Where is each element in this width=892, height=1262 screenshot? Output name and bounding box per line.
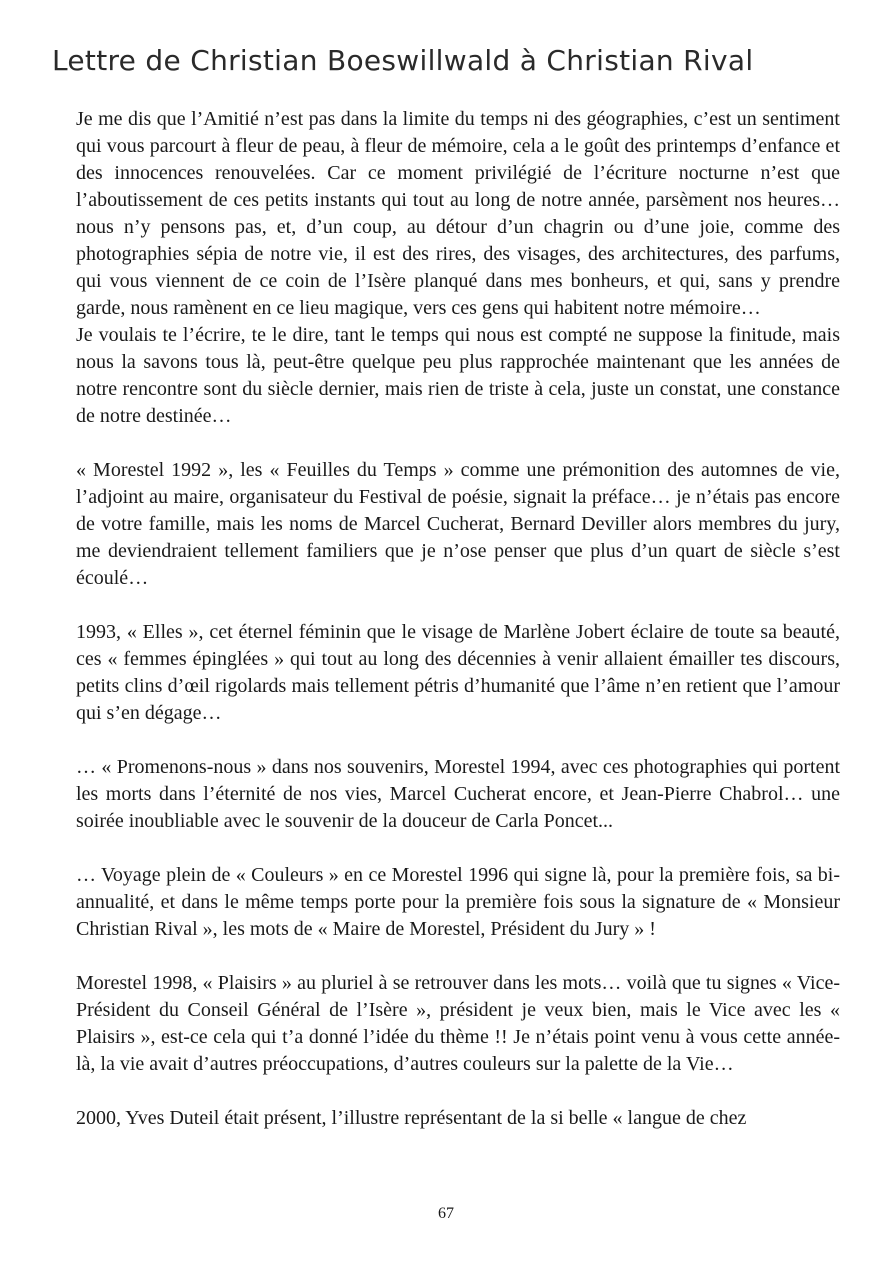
paragraph: … « Promenons-nous » dans nos souvenirs, Morestel 1994, avec ces photographies qui portent les morts dans l’éternité de nos vies, Marcel Cucherat encore, et Jean-Pierre Chabrol… une soirée inoubliable avec le souvenir de la douceur de Carla Poncet... (76, 756, 840, 832)
paragraph: 2000, Yves Duteil était présent, l’illustre représentant de la si belle « langue de chez (76, 1107, 747, 1129)
page-number: 67 (438, 1205, 454, 1222)
paragraph: Morestel 1998, « Plaisirs » au pluriel à se retrouver dans les mots… voilà que tu signes « Vice-Président du Conseil Général de l’Isère », président je veux bien, mais le Vice avec les « Plaisirs », est-ce cela qui t’a donné l’idée du thème !! Je n’étais point venu à vous cette année-là, la vie avait d’autres préoccupations, d’autres couleurs sur la palette de la Vie… (76, 972, 840, 1075)
paragraph: Je me dis que l’Amitié n’est pas dans la limite du temps ni des géographies, c’est un sentiment qui vous parcourt à fleur de peau, à fleur de mémoire, cela a le goût des printemps d’enfance et des innocences renouvelées. Car ce moment privilégié de l’écriture nocturne n’est que l’aboutissement de ces petits instants qui tout au long de notre année, parsèment nos heures… nous n’y pensons pas, et, d’un coup, au détour d’un chagrin ou d’une joie, comme des photographies sépia de notre vie, il est des rires, des visages, des architectures, des parfums, qui vous viennent de ce coin de l’Isère planqué dans mes bonheurs, et qui, sans y prendre garde, nous ramènent en ce lieu magique, vers ces gens qui habitent notre mémoire… (76, 108, 840, 319)
paragraph: Je voulais te l’écrire, te le dire, tant le temps qui nous est compté ne suppose la finitude, mais nous la savons tous là, peut-être quelque peu plus rapprochée maintenant que les années de notre rencontre sont du siècle dernier, mais rien de triste à cela, juste un constat, une constance de notre destinée… (76, 324, 840, 427)
paragraph: « Morestel 1992 », les « Feuilles du Temps » comme une prémonition des automnes de vie, l’adjoint au maire, organisateur du Festival de poésie, signait la préface… je n’étais pas encore de votre famille, mais les noms de Marcel Cucherat, Bernard Deviller alors membres du jury, me deviendraient tellement familiers que je n’ose penser que plus d’un quart de siècle s’est écoulé… (76, 459, 840, 589)
paragraph: 1993, « Elles », cet éternel féminin que le visage de Marlène Jobert éclaire de toute sa beauté, ces « femmes épinglées » qui tout au long des décennies à venir allaient émailler tes discours, petits clins d’œil rigolards mais tellement pétris d’humanité que l’âme n’en retient que l’amour qui s’en dégage… (76, 621, 840, 724)
letter-body (76, 106, 840, 1132)
page-title: Lettre de Christian Boeswillwald à Christian Rival (52, 44, 754, 77)
paragraph: … Voyage plein de « Couleurs » en ce Morestel 1996 qui signe là, pour la première fois, sa bi-annualité, et dans le même temps porte pour la première fois sous la signature de « Monsieur Christian Rival », les mots de « Maire de Morestel, Président du Jury » ! (76, 864, 840, 940)
